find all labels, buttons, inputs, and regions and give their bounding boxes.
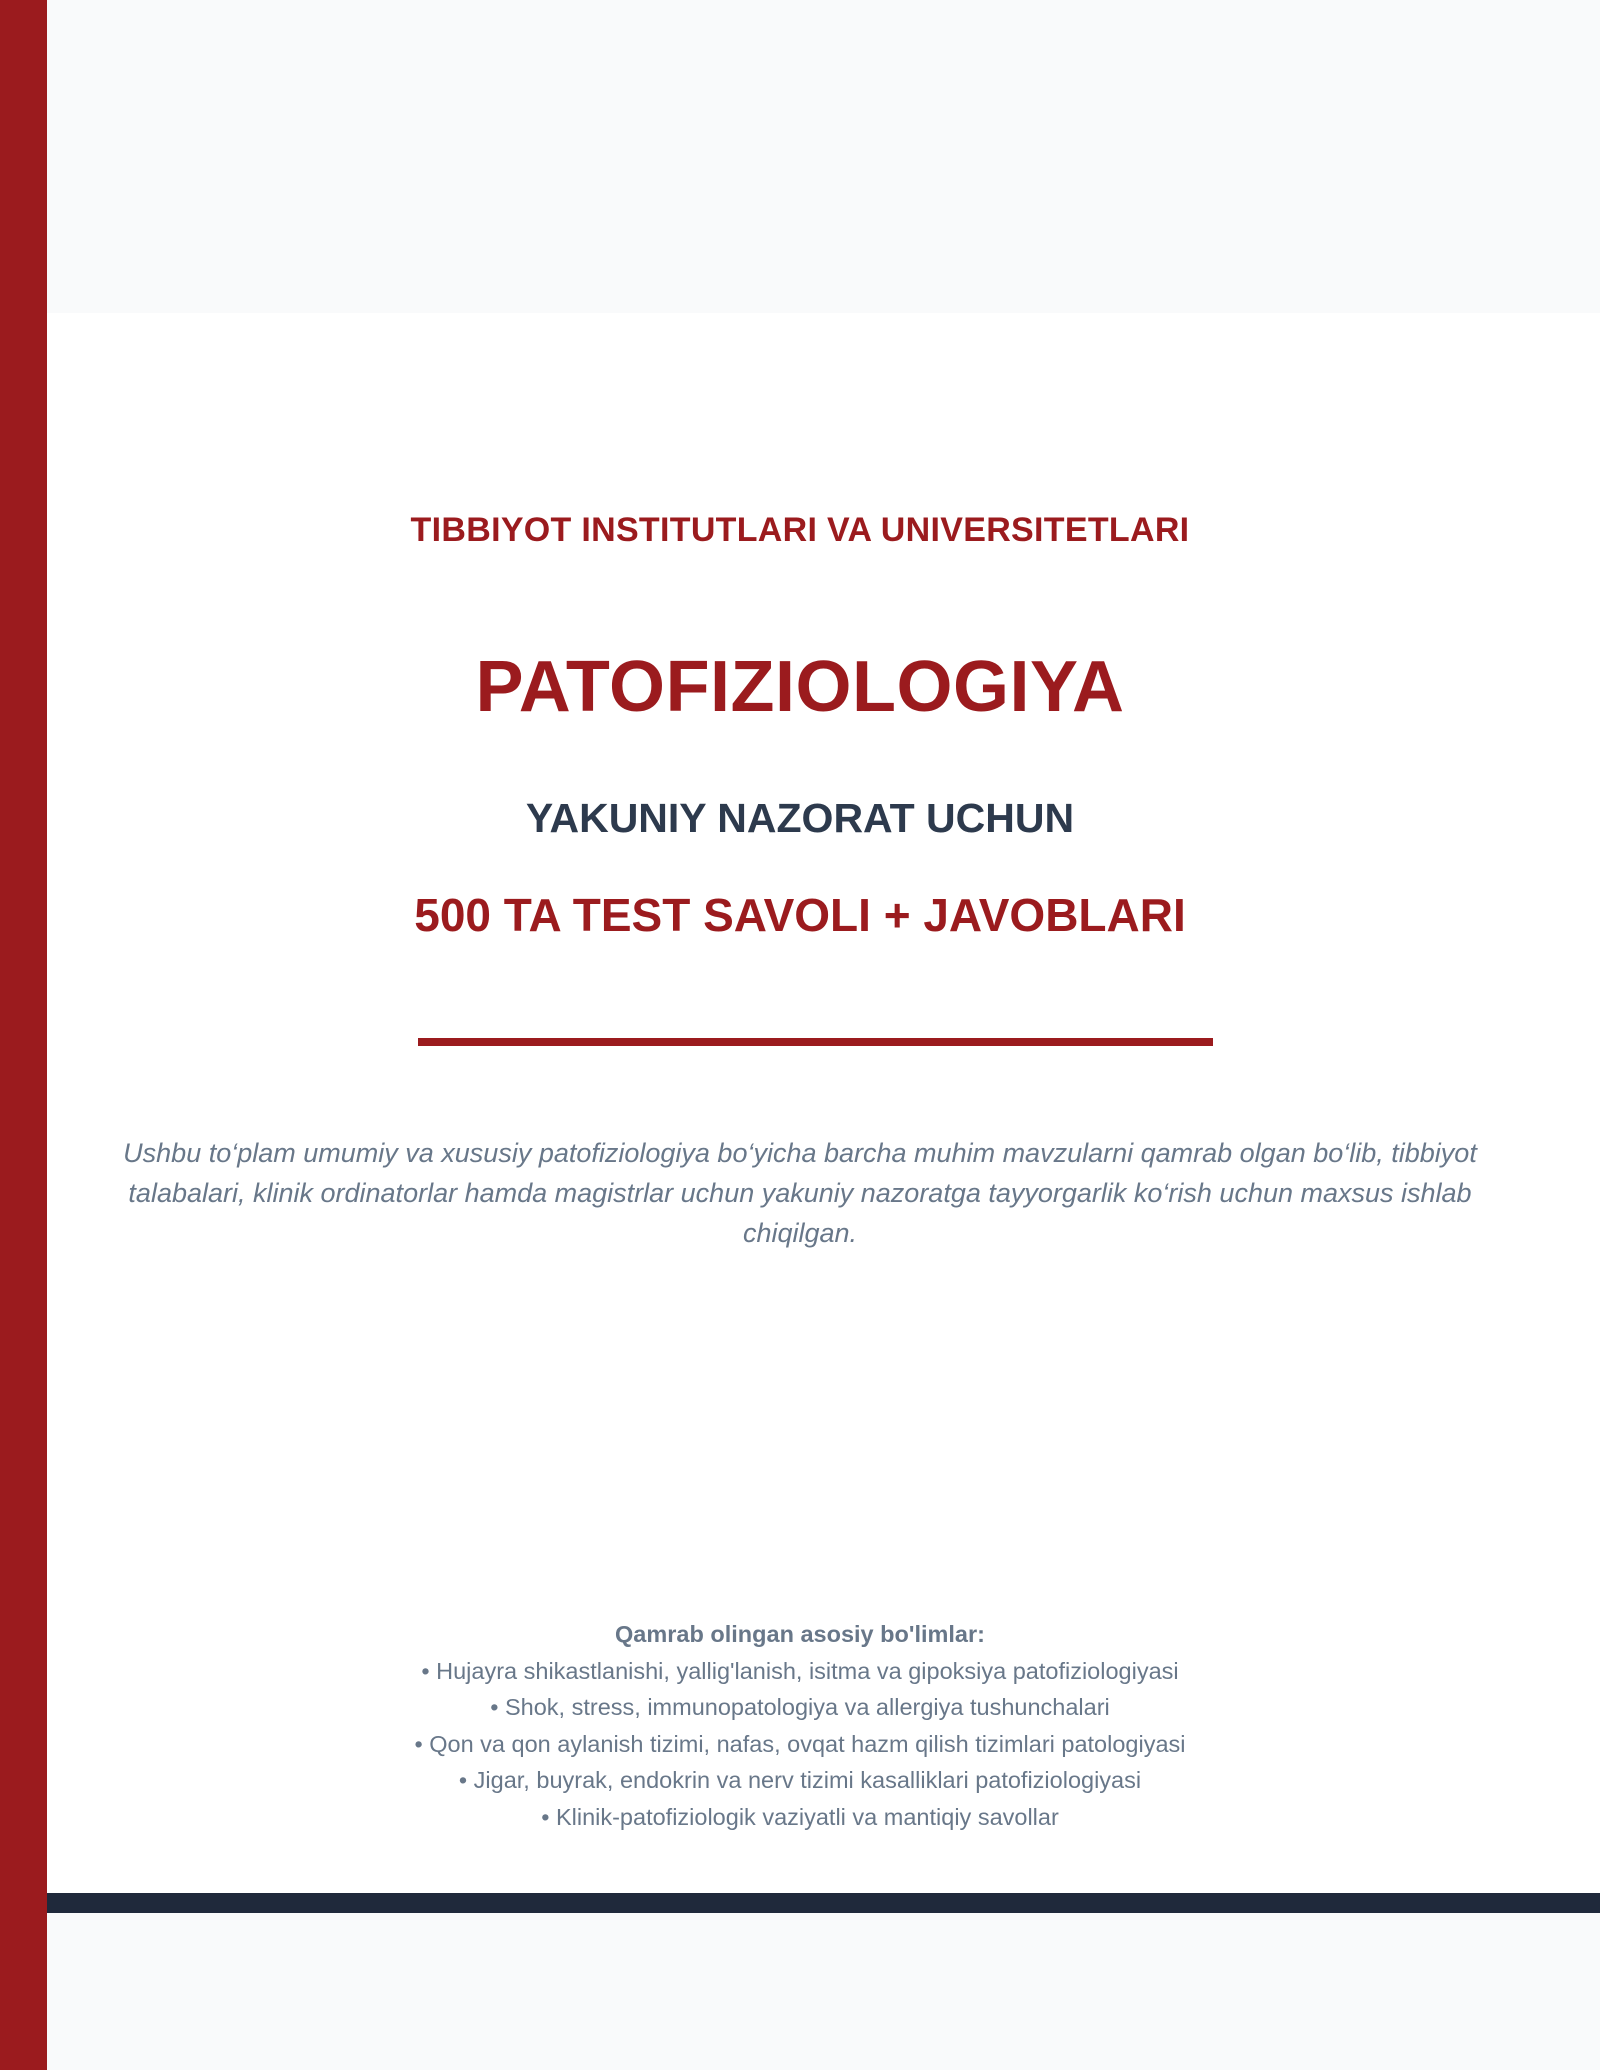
test-count-title: 500 TA TEST SAVOLI + JAVOBLARI [414, 889, 1186, 941]
section-item: • Hujayra shikastlanishi, yallig'lanish, isitma va gipoksiya patofiziologiyasi [47, 1653, 1553, 1690]
bottom-divider-band [47, 1893, 1600, 1913]
subtitle: YAKUNIY NAZORAT UCHUN [525, 795, 1075, 841]
page-title: PATOFIZIOLOGIYA [475, 647, 1125, 727]
section-item: • Qon va qon aylanish tizimi, nafas, ovqat hazm qilish tizimlari patologiyasi [47, 1726, 1553, 1763]
footer-area [47, 1913, 1600, 2070]
left-accent-bar [0, 0, 47, 2070]
institution-heading: TIBBIYOT INSTITUTLARI VA UNIVERSITETLARI [410, 511, 1190, 549]
section-item: • Jigar, buyrak, endokrin va nerv tizimi kasalliklari patofiziologiyasi [47, 1762, 1553, 1799]
sections-block [47, 1616, 1553, 1835]
section-item: • Shok, stress, immunopatologiya va allergiya tushunchalari [47, 1689, 1553, 1726]
description-paragraph: Ushbu to‘plam umumiy va xususiy patofiziologiya bo‘yicha barcha muhim mavzularni qamrab olgan bo‘lib, tibbiyot talabalari, klinik ordinatorlar hamda magistrlar uchun yakuniy nazoratga tayyorgarlik ko‘rish uchun maxsus ishlab chiqilgan. [123, 1138, 1477, 1248]
sections-list [47, 1653, 1553, 1836]
section-item: • Klinik-patofiziologik vaziyatli va mantiqiy savollar [47, 1799, 1553, 1836]
title-divider [418, 1038, 1213, 1046]
sections-heading: Qamrab olingan asosiy bo'limlar: [615, 1621, 985, 1647]
